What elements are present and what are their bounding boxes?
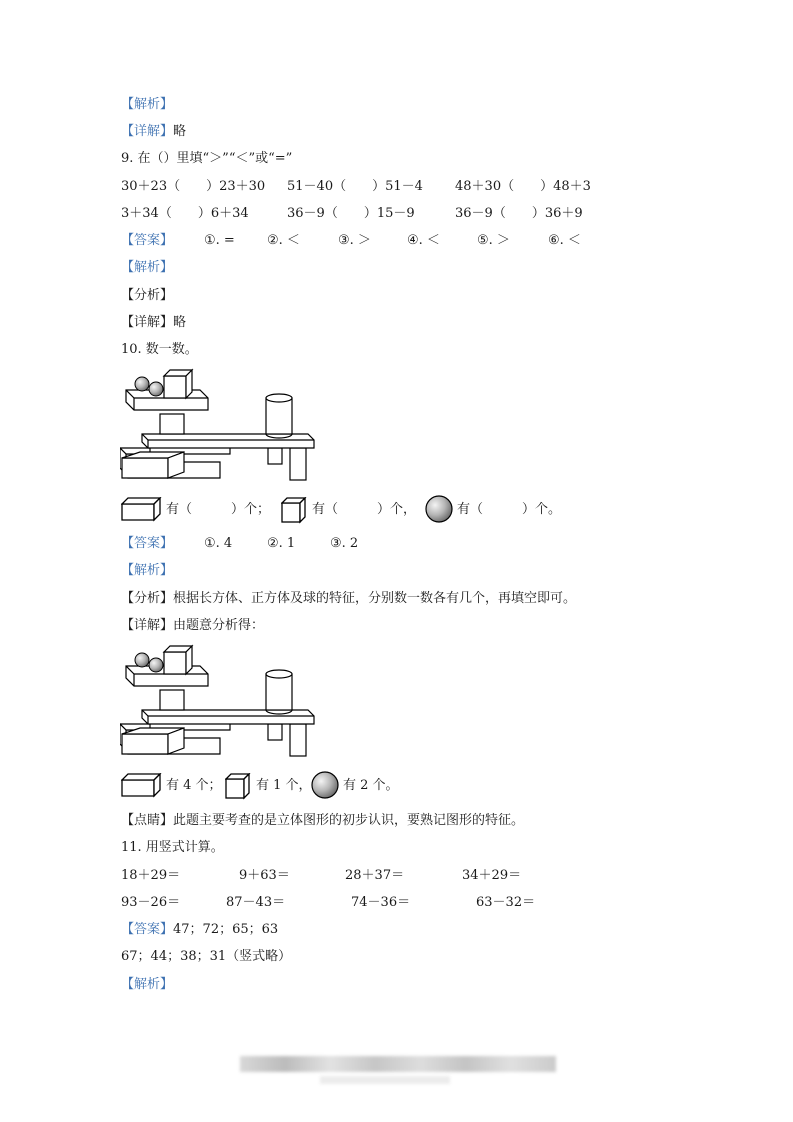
q10-answer-line xyxy=(121,535,173,553)
q9-item-4: 3＋34（ ）6＋34 xyxy=(121,206,249,221)
q9-answer-1: ①. = xyxy=(204,233,235,248)
answer-tag: 【答案】 xyxy=(121,922,174,937)
q10-blank-3: 有（ ）个。 xyxy=(457,502,562,517)
blurred-footer xyxy=(240,1056,556,1072)
q11-analysis-heading: 【解析】 xyxy=(121,977,174,992)
q9-answer-line xyxy=(121,232,173,250)
q11-answer-text-1: 47；72；65；63 xyxy=(173,922,279,937)
q10-detail-tag: 【详解】 xyxy=(121,618,174,633)
q11-item-3: 28＋37＝ xyxy=(345,868,405,883)
q9-answer-4: ④. ＜ xyxy=(407,233,440,248)
detail-line xyxy=(121,123,186,141)
q9-item-6: 36－9（ ）36＋9 xyxy=(455,206,583,221)
q10-dianjing-tag: 【点睛】 xyxy=(121,813,174,828)
q11-item-7: 74－36＝ xyxy=(351,895,411,910)
q11-title: 11. 用竖式计算。 xyxy=(121,840,224,855)
q9-analysis-heading: 【解析】 xyxy=(121,260,174,275)
q10-result-3: 有 2 个。 xyxy=(343,778,399,793)
q9-answer-6: ⑥. ＜ xyxy=(548,233,581,248)
q11-item-4: 34＋29＝ xyxy=(462,868,522,883)
detail-tag: 【详解】 xyxy=(121,124,174,139)
q10-dianjing-line xyxy=(121,812,524,830)
q11-item-2: 9＋63＝ xyxy=(239,868,290,883)
detail-text: 略 xyxy=(173,124,187,139)
analysis-heading: 【解析】 xyxy=(121,97,174,112)
q10-figure xyxy=(120,368,320,486)
sphere-icon xyxy=(311,771,341,801)
q10-detail-line xyxy=(121,617,264,635)
q9-item-5: 36－9（ ）15－9 xyxy=(287,206,415,221)
q10-title: 10. 数一数。 xyxy=(121,342,198,357)
cuboid-icon xyxy=(121,497,163,523)
q10-fenxi-text: 根据长方体、正方体及球的特征，分别数一数各有几个，再填空即可。 xyxy=(173,591,577,606)
q9-detail-text: 略 xyxy=(173,315,187,330)
q10-blank-1: 有（ ）个； xyxy=(166,502,271,517)
q10-result-1: 有 4 个； xyxy=(166,778,222,793)
q11-item-5: 93－26＝ xyxy=(121,895,181,910)
q9-detail-line xyxy=(121,314,186,332)
q10-answer-2: ②. 1 xyxy=(267,536,296,551)
q9-item-3: 48＋30（ ）48＋3 xyxy=(455,179,591,194)
q10-answer-1: ①. 4 xyxy=(204,536,233,551)
cube-icon xyxy=(281,497,309,525)
answer-tag: 【答案】 xyxy=(121,536,174,551)
q10-fenxi-tag: 【分析】 xyxy=(121,591,174,606)
q10-answer-3: ③. 2 xyxy=(330,536,359,551)
q9-answer-3: ③. ＞ xyxy=(338,233,371,248)
q9-answer-5: ⑤. ＞ xyxy=(477,233,510,248)
q10-blank-2: 有（ ）个， xyxy=(312,502,417,517)
q9-detail-tag: 【详解】 xyxy=(121,315,174,330)
q9-item-2: 51－40（ ）51－4 xyxy=(287,179,423,194)
q11-answer-text-2: 67；44；38；31（竖式略） xyxy=(121,949,292,964)
q11-item-6: 87－43＝ xyxy=(226,895,286,910)
q10-result-2: 有 1 个， xyxy=(256,778,312,793)
sphere-icon xyxy=(425,495,455,525)
q10-detail-text: 由题意分析得： xyxy=(173,618,265,633)
q11-answer-line xyxy=(121,921,278,939)
q9-item-1: 30＋23（ ）23＋30 xyxy=(121,179,266,194)
q10-fenxi-line xyxy=(121,590,576,608)
q10-dianjing-text: 此题主要考查的是立体图形的初步认识，要熟记图形的特征。 xyxy=(173,813,525,828)
q9-fenxi-heading: 【分析】 xyxy=(121,288,174,303)
blurred-footer-sub xyxy=(320,1076,450,1084)
q9-title: 9. 在（）里填“＞”“＜”或“=” xyxy=(121,151,293,166)
q10-analysis-heading: 【解析】 xyxy=(121,563,174,578)
cuboid-icon xyxy=(121,773,163,799)
answer-tag: 【答案】 xyxy=(121,233,174,248)
q9-answer-2: ②. ＜ xyxy=(267,233,300,248)
q11-item-1: 18＋29＝ xyxy=(121,868,181,883)
q10-solution-figure xyxy=(120,644,320,762)
q11-item-8: 63－32＝ xyxy=(476,895,536,910)
cube-icon xyxy=(225,773,253,801)
